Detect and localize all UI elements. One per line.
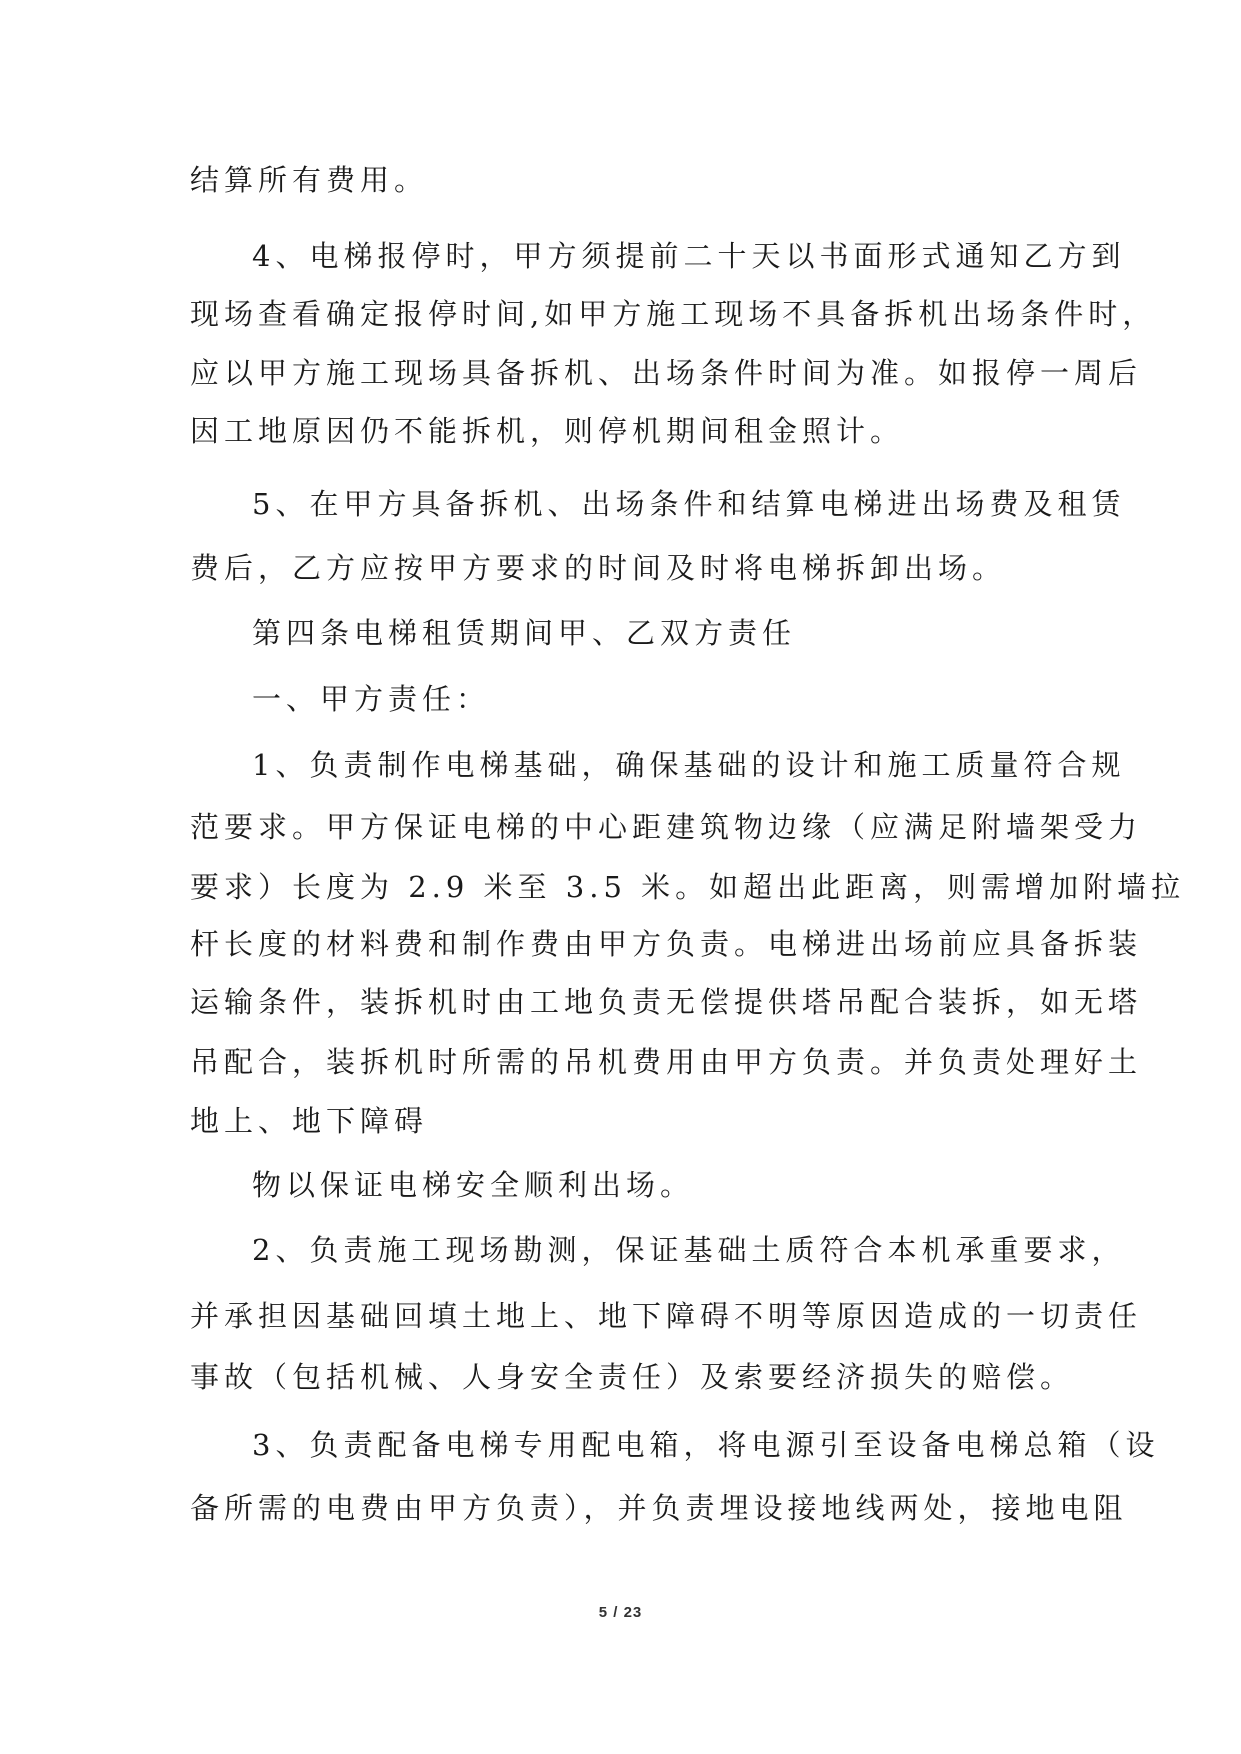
page-number: 5 / 23: [598, 1604, 643, 1621]
section-heading: 第四条电梯租赁期间甲、乙双方责任: [252, 616, 797, 650]
text-line: 杆长度的材料费和制作费由甲方负责。电梯进出场前应具备拆装: [190, 927, 1143, 961]
paragraph-5-line-1: 5、在甲方具备拆机、出场条件和结算电梯进出场费及租赁: [252, 487, 1126, 521]
item-2-line-1: 2、负责施工现场勘测，保证基础土质符合本机承重要求，: [252, 1233, 1126, 1267]
text-line: 事故（包括机械、人身安全责任）及索要经济损失的赔偿。: [190, 1360, 1075, 1394]
item-1-line-1: 1、负责制作电梯基础，确保基础的设计和施工质量符合规: [252, 748, 1126, 782]
text-line: 应以甲方施工现场具备拆机、出场条件时间为准。如报停一周后: [190, 356, 1143, 390]
text-line: 地上、地下障碍: [190, 1104, 429, 1138]
text-line: 费后，乙方应按甲方要求的时间及时将电梯拆卸出场。: [190, 551, 1007, 585]
subsection-heading: 一、甲方责任：: [252, 682, 491, 716]
text-line: 运输条件，装拆机时由工地负责无偿提供塔吊配合装拆，如无塔: [190, 985, 1143, 1019]
paragraph-4-line-1: 4、电梯报停时，甲方须提前二十天以书面形式通知乙方到: [252, 239, 1126, 273]
text-line: 并承担因基础回填土地上、地下障碍不明等原因造成的一切责任: [190, 1299, 1143, 1333]
text-line: 因工地原因仍不能拆机，则停机期间租金照计。: [190, 414, 905, 448]
item-3-line-1: 3、负责配备电梯专用配电箱，将电源引至设备电梯总箱（设: [252, 1428, 1160, 1462]
text-line: 范要求。甲方保证电梯的中心距建筑物边缘（应满足附墙架受力: [190, 810, 1143, 844]
text-line: 结算所有费用。: [190, 163, 429, 197]
text-line: 物以保证电梯安全顺利出场。: [252, 1168, 695, 1202]
text-line: 现场查看确定报停时间,如甲方施工现场不具备拆机出场条件时，: [190, 297, 1157, 331]
text-line: 要求）长度为 2.9 米至 3.5 米。如超出此距离，则需增加附墙拉: [190, 870, 1186, 904]
text-line: 吊配合，装拆机时所需的吊机费用由甲方负责。并负责处理好土: [190, 1045, 1143, 1079]
text-line: 备所需的电费由甲方负责），并负责埋设接地线两处，接地电阻: [190, 1491, 1128, 1525]
